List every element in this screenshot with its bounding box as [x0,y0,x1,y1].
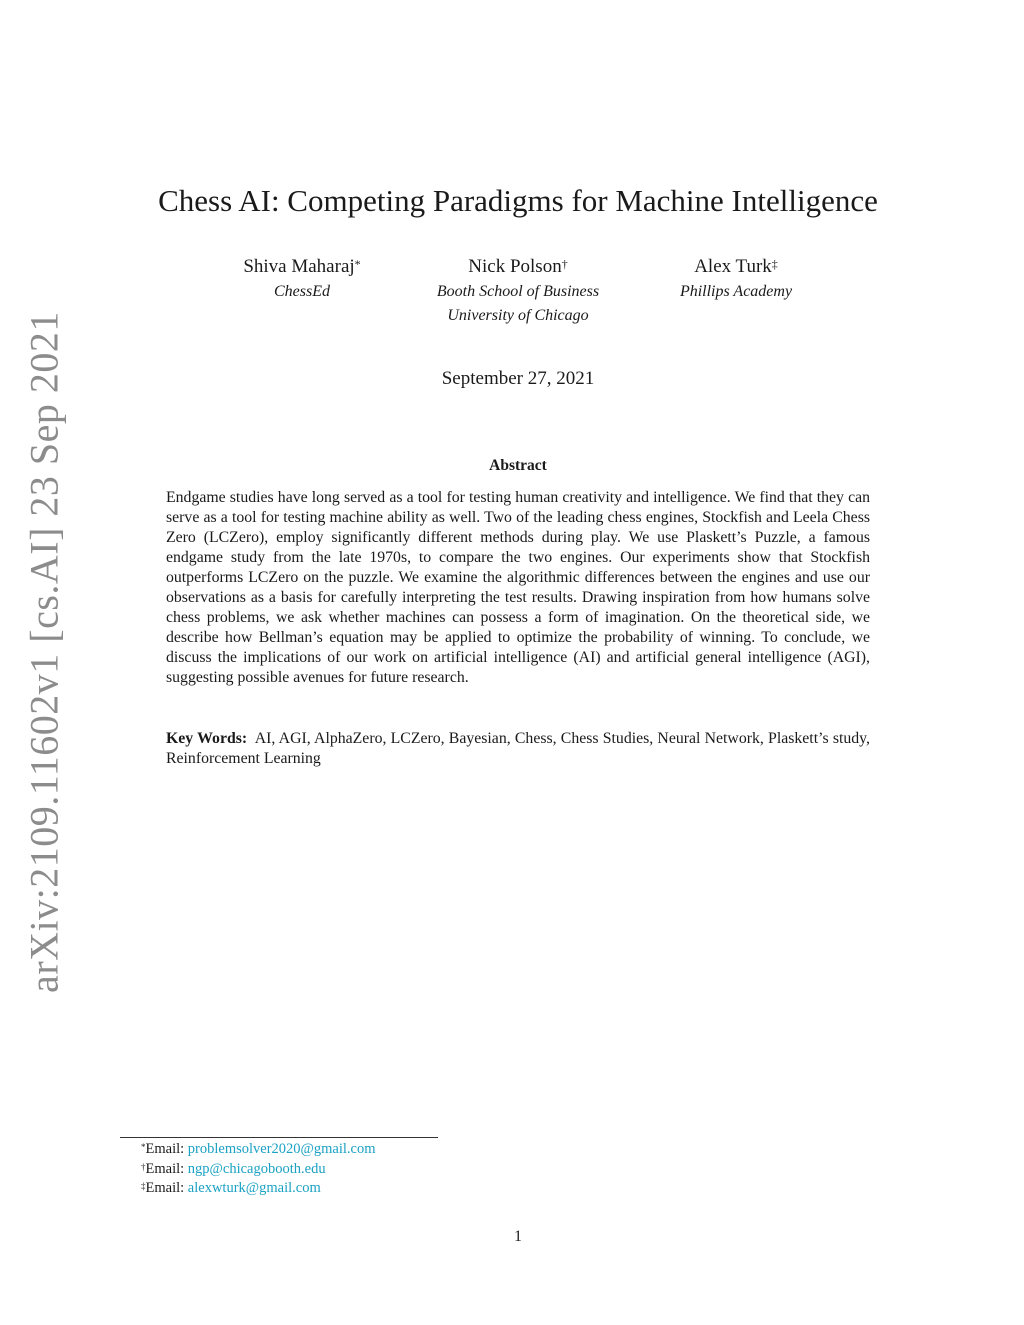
author-block-maharaj [192,254,412,304]
author-block-polson [408,254,628,328]
footnote-mark: * [141,1142,146,1152]
author-footnote-mark: * [354,257,361,271]
footnote-email-polson [141,1160,376,1180]
footnote-divider [120,1137,438,1138]
author-footnote-mark: † [561,257,568,271]
footnote-label: Email: [145,1160,185,1177]
author-affiliation: Phillips Academy [679,283,793,300]
arxiv-identifier-stamp: arXiv:2109.11602v1 [cs.AI] 23 Sep 2021 [21,311,67,993]
email-link[interactable]: ngp@chicagobooth.edu [187,1160,326,1177]
footnote-label: Email: [145,1180,185,1196]
footnote-mark: † [141,1161,146,1172]
author-affiliation: ChessEd [274,283,330,300]
abstract-text: Endgame studies have long served as a tool for testing human creativity and intelligence. We find that they can serve as a tool for testing machine ability as well. Two of the leading chess engines, Stockfish and Leela Chess Zero (LCZero), employ significantly different methods during play. We use Plaskett’s Puzzle, a famous endgame study from the late 1970s, to compare the two engines. Our experiments show that Stockfish outperforms LCZero on the puzzle. We examine the algorithmic differences between the engines and use our observations as a basis for carefully interpreting the test results. Drawing inspiration from how humans solve chess problems, we ask whether machines can possess a form of imagination. On the theoretical side, we describe how Bellman’s equation may be applied to optimize the probability of winning. To conclude, we discuss the implications of our work on artificial intelligence (AI) and artificial general intelligence (AGI), suggesting possible avenues for future research. [166,489,870,686]
author-affiliation-line2: University of Chicago [447,307,589,324]
author-name: Alex Turk‡ [694,256,778,277]
keywords-text: AI, AGI, AlphaZero, LCZero, Bayesian, Chess, Chess Studies, Neural Network, Plaskett’s study, Reinforcement Learning [166,730,870,767]
author-footnote-mark: ‡ [771,257,778,271]
author-affiliation: Booth School of Business [436,283,600,300]
footnote-email-turk [141,1179,376,1199]
footnote-email-maharaj [141,1140,376,1160]
footnote-mark: ‡ [141,1181,146,1191]
email-link[interactable]: alexwturk@gmail.com [187,1180,321,1196]
footnotes [141,1140,376,1199]
keywords [166,729,870,769]
email-link[interactable]: problemsolver2020@gmail.com [187,1141,376,1157]
author-name: Nick Polson† [468,256,568,277]
abstract-heading: Abstract [489,457,547,474]
keywords-label: Key Words: [166,730,248,747]
footnote-label: Email: [145,1141,185,1157]
page-number: 1 [514,1228,522,1245]
publication-date: September 27, 2021 [441,368,595,389]
author-block-turk [626,254,846,304]
author-name: Shiva Maharaj* [243,256,361,277]
paper-title: Chess AI: Competing Paradigms for Machine Intelligence [158,183,878,218]
